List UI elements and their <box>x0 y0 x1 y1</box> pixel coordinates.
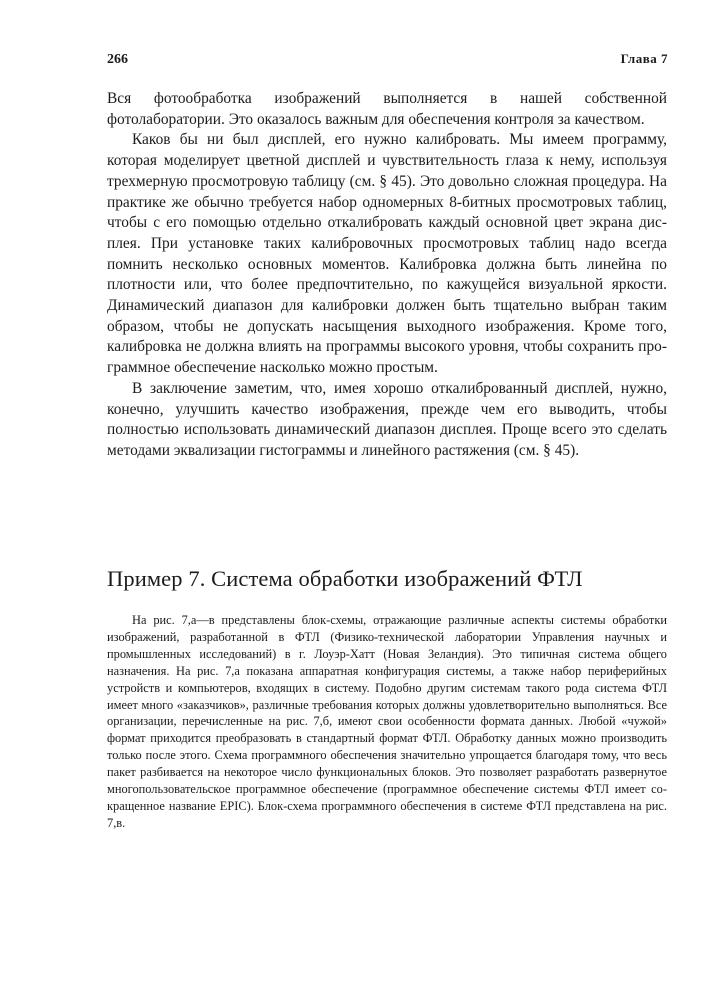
running-head <box>107 51 668 71</box>
page-number: 266 <box>107 52 128 67</box>
body-paragraph-2: Каков бы ни был дисплей, его нужно калибровать. Мы имеем программу, которая моделирует цветной дисплей и чувствительность глаза к нему, используя трехмерную просмотровую таблицу (см. § 45). Это довольно сложная процедура. На практике же обычно требуется набор одномерных 8-битных просмотровых таблиц, чтобы с его помощью отдельно откалибровать каждый основной цвет экрана дисплея. При установке таких калибровочных просмотровых таблиц надо всегда помнить несколько основных моментов. Калибровка должна быть линейна по плотности или, что более предпочтительно, по кажущейся визуальной яркости. Динамический диапазон для калибровки должен быть тщательно выбран таким образом, чтобы не допускать насыщения выходного изображения. Кроме того, калибровка не должна влиять на программы высокого уровня, чтобы сохранить программное обеспечение насколько можно простым. <box>107 131 667 377</box>
section-paragraph: На рис. 7,а—в представлены блок-схемы, отражающие различные аспекты системы обработки изображений, разработанной в ФТЛ (Физико-технической лаборатории Управления научных и промышленных исследований) в г. Лоуэр-Хатт (Новая Зеландия). Это типичная система общего назначения. На рис. 7,а показана аппаратная конфигурация системы, а также набор периферийных устройств и компьютеров, входящих в систему. Подобно другим системам такого рода система ФТЛ имеет много «заказчиков», различные требования которых должны удовлетворительно выполняться. Все организации, перечисленные на рис. 7,б, имеют свои особенности формата данных. Любой «чужой» формат приходится преобразовать в стандартный формат ФТЛ. Обработку данных можно производить только после этого. Схема программного обеспечения значительно упрощается благодаря тому, что весь пакет разбивается на некоторое число функциональных блоков. Это позволяет разработать развернутое многопользовательское программное обеспечение (программное обеспечение системы ФТЛ имеет сокращенное название EPIC). Блок-схема программного обеспечения в системе ФТЛ представлена на рис. 7,в. <box>107 613 667 830</box>
section-heading: Пример 7. Система обработки изображений ФТЛ <box>107 566 583 591</box>
body-paragraph-3: В заключение заметим, что, имея хорошо откалиброванный дисплей, нужно, конечно, улучшить качество изображения, прежде чем его выводить, чтобы полностью использовать динамический диапазон дисплея. Проще всего это сделать методами эквализации гистограммы и линейного растяжения (см. § 45). <box>107 379 667 459</box>
chapter-label: Глава 7 <box>620 51 668 66</box>
section-text <box>107 612 667 832</box>
body-paragraph-1: Вся фотообработка изображений выполняется в нашей собственной фотолаборатории. Это оказалось важным для обеспечения контроля за качеством. <box>107 90 667 128</box>
body-text <box>107 89 667 462</box>
